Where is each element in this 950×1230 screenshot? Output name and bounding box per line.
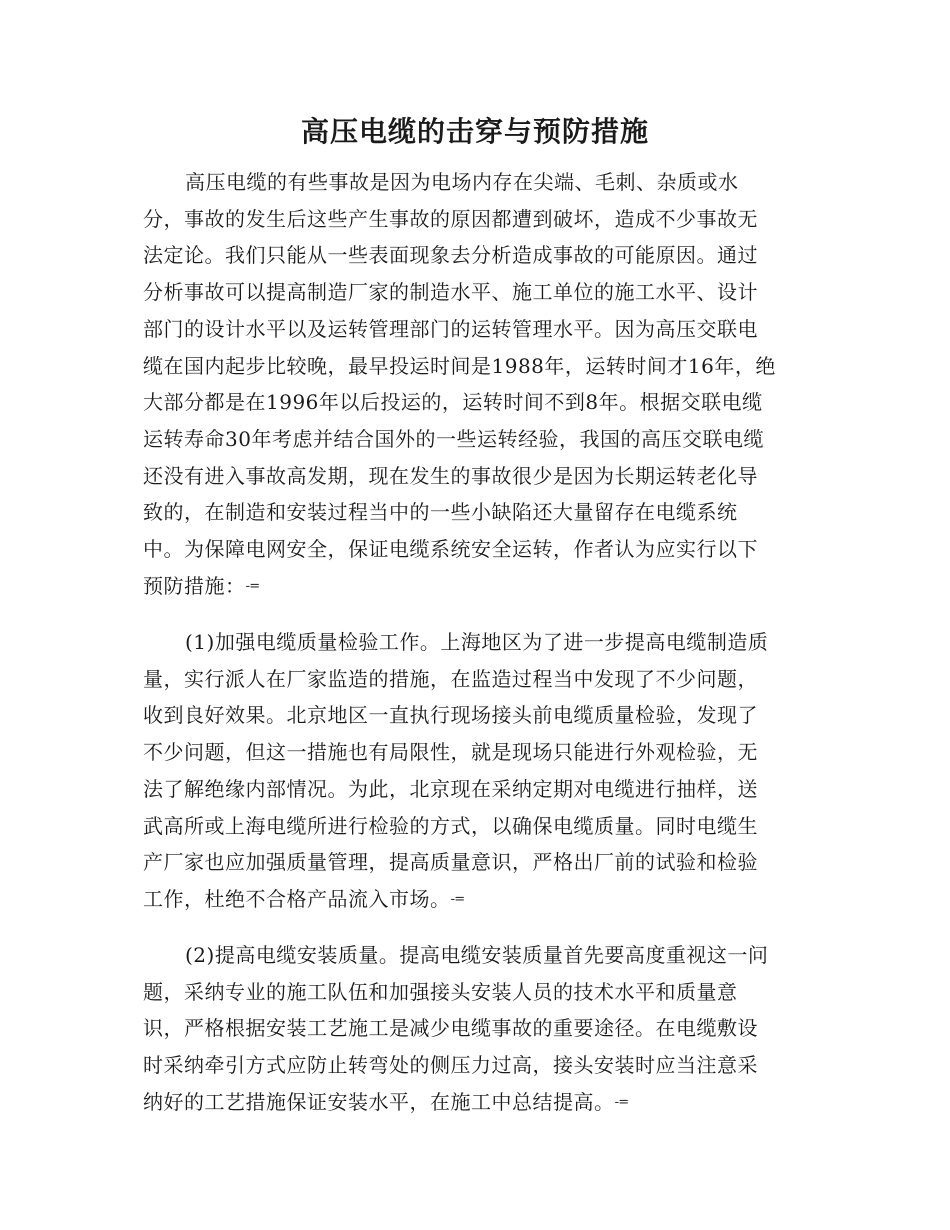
paragraph-end-mark: -=	[245, 578, 260, 594]
document-title: 高压电缆的击穿与预防措施	[300, 115, 649, 148]
text-line-last	[143, 1084, 807, 1122]
text-line: 大部分都是在1996年以后投运的，运转时间不到8年。根据交联电缆	[143, 390, 763, 415]
text-line: 量，实行派人在厂家监造的措施，在监造过程当中发现了不少问题，	[143, 666, 758, 691]
text-line: 产厂家也应加强质量管理，提高质量意识，严格出厂前的试验和检验	[143, 850, 758, 875]
paragraph-measure-2	[143, 937, 807, 1122]
text-line: (2)提高电缆安装质量。提高电缆安装质量首先要高度重视这一问	[185, 943, 769, 967]
text-line: 运转寿命30年考虑并结合国外的一些运转经验，我国的高压交联电缆	[143, 426, 764, 451]
text-line: 题，采纳专业的施工队伍和加强接头安装人员的技术水平和质量意	[143, 979, 738, 1004]
text-line: 中。为保障电网安全，保证电缆系统安全运转，作者认为应实行以下	[143, 537, 758, 562]
text-line-last	[143, 881, 807, 919]
text-line: 武高所或上海电缆所进行检验的方式，以确保电缆质量。同时电缆生	[143, 813, 758, 838]
text-line-content: 工作，杜绝不合格产品流入市场。	[143, 886, 451, 911]
text-line: 缆在国内起步比较晚，最早投运时间是1988年，运转时间才16年，绝	[143, 353, 776, 378]
text-line: 还没有进入事故高发期，现在发生的事故很少是因为长期运转老化导	[143, 463, 758, 488]
text-line-last	[143, 568, 807, 606]
text-line: 高压电缆的有些事故是因为电场内存在尖端、毛刺、杂质或水	[185, 170, 739, 194]
text-line: (1)加强电缆质量检验工作。上海地区为了进一步提高电缆制造质	[185, 630, 769, 654]
text-line: 不少问题，但这一措施也有局限性，就是现场只能进行外观检验，无	[143, 740, 758, 765]
text-line: 法定论。我们只能从一些表面现象去分析造成事故的可能原因。通过	[143, 243, 758, 268]
text-line: 法了解绝缘内部情况。为此，北京现在采纳定期对电缆进行抽样，送	[143, 776, 758, 801]
text-line: 分，事故的发生后这些产生事故的原因都遭到破坏，造成不少事故无	[143, 206, 758, 231]
text-line: 部门的设计水平以及运转管理部门的运转管理水平。因为高压交联电	[143, 316, 758, 341]
text-line-content: 纳好的工艺措施保证安装水平，在施工中总结提高。	[143, 1089, 615, 1114]
text-line-content: 预防措施：	[143, 573, 246, 598]
text-line: 收到良好效果。北京地区一直执行现场接头前电缆质量检验，发现了	[143, 703, 758, 728]
paragraph-intro	[143, 164, 807, 606]
text-line: 时采纳牵引方式应防止转弯处的侧压力过高，接头安装时应当注意采	[143, 1053, 758, 1078]
text-line: 致的，在制造和安装过程当中的一些小缺陷还大量留存在电缆系统	[143, 500, 738, 525]
paragraph-end-mark: -=	[614, 1094, 629, 1110]
text-line: 识，严格根据安装工艺施工是减少电缆事故的重要途径。在电缆敷设	[143, 1016, 758, 1041]
paragraph-end-mark: -=	[450, 892, 465, 908]
paragraph-measure-1	[143, 624, 807, 919]
text-line: 分析事故可以提高制造厂家的制造水平、施工单位的施工水平、设计	[143, 280, 758, 305]
